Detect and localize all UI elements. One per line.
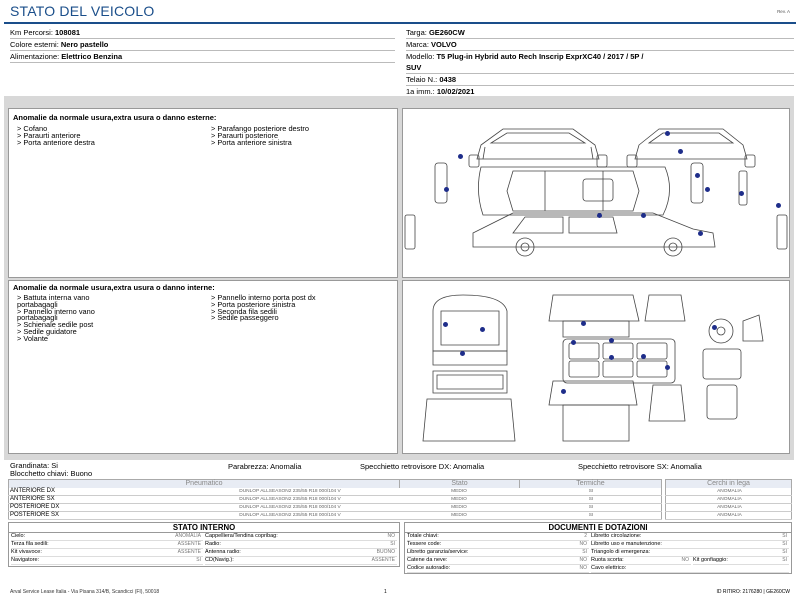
interior-item-value: SI [196, 557, 201, 563]
interior-item [205, 557, 397, 565]
brand-row [406, 39, 794, 50]
tyre-header: Pneumatico [9, 480, 399, 488]
revision-label: Rev. A [777, 9, 790, 14]
chassis-value: 0438 [439, 75, 457, 84]
document-item-label: Libretto garanzia/service: [407, 549, 469, 555]
divider [10, 62, 395, 63]
document-item [407, 565, 589, 573]
list-item: portabagagli [17, 313, 58, 323]
document-item-value: NO [579, 565, 587, 571]
plate-value: GE260CW [428, 28, 465, 37]
tyre-description: DUNLOP ALLSEASON2 235/55 R18 000/104 V [180, 512, 398, 520]
damage-marker [458, 154, 463, 159]
external-damage-title: Anomalie da normale usura,extra usura o danno esterne: [13, 113, 217, 122]
interior-item-label: Antenna radio: [205, 549, 241, 555]
tyre-winter: SI [518, 504, 662, 512]
document-item-label: Totale chiavi: [407, 533, 439, 539]
external-damage-list-1 [17, 126, 95, 146]
interior-item-label: Cappelliera/Tendina copribag: [205, 533, 278, 539]
interior-item-label: Terza fila sedili: [11, 541, 49, 547]
document-item-value: SI [782, 549, 787, 555]
list-item: > Porta posteriore sinistra [211, 299, 296, 309]
interior-item-value: ASSENTE [177, 541, 201, 547]
interior-item-label: Radio: [205, 541, 221, 547]
damage-marker [712, 325, 717, 330]
model-label: Modello: [406, 52, 437, 61]
list-item: > Sedile passeggero [211, 313, 279, 323]
interior-item [205, 549, 397, 557]
tyre-position: POSTERIORE DX [8, 504, 180, 512]
km-label: Km Percorsi: [10, 28, 56, 37]
document-item [407, 541, 589, 549]
damage-marker [695, 173, 700, 178]
external-damage-diagram [402, 108, 790, 278]
damage-marker [444, 187, 449, 192]
damage-marker [480, 327, 485, 332]
document-item-label: Codice autoradio: [407, 565, 451, 571]
title-divider [4, 22, 796, 24]
interior-item [11, 549, 203, 557]
damage-marker [705, 187, 710, 192]
km-value: 108081 [55, 28, 81, 37]
tyre-position: ANTERIORE DX [8, 488, 180, 496]
fuel-value: Elettrico Benzina [61, 52, 123, 61]
document-item [407, 533, 589, 541]
vehicle-info-left [10, 27, 395, 63]
documents-rows [405, 533, 791, 573]
list-item: > Sedile guidatore [17, 326, 77, 336]
interior-item-value: ASSENTE [177, 549, 201, 555]
interior-item-label: Navigatore: [11, 557, 40, 563]
list-item: > Cofano [17, 124, 48, 133]
damage-marker [609, 338, 614, 343]
document-item [693, 557, 789, 565]
list-item: > Volante [17, 333, 49, 343]
brand-label: Marca: [406, 40, 432, 49]
tyre-state: MEDIO [398, 512, 518, 520]
mirror-left-status: Specchietto retrovisore SX: Anomalia [578, 462, 702, 471]
damage-marker [641, 213, 646, 218]
list-item: > Paraurti posteriore [211, 130, 279, 140]
tyre-description: DUNLOP ALLSEASON2 235/55 R18 000/104 V [180, 496, 398, 504]
mirror-right-status: Specchietto retrovisore DX: Anomalia [360, 462, 485, 471]
document-item-value: SI [782, 557, 787, 563]
damage-marker [561, 389, 566, 394]
plate-label: Targa: [406, 28, 429, 37]
document-item [591, 557, 691, 565]
document-item [591, 549, 789, 557]
rim-state: ANOMALIA [665, 504, 792, 512]
external-damage-box [8, 108, 398, 278]
tyre-description: DUNLOP ALLSEASON2 235/55 R18 000/104 V [180, 488, 398, 496]
document-item-label: Tessere code: [407, 541, 442, 547]
document-item [407, 557, 589, 565]
document-item-label: Kit gonfiaggio: [693, 557, 728, 563]
winter-header: Termiche [519, 480, 661, 488]
documents-title: DOCUMENTI E DOTAZIONI [405, 523, 791, 533]
internal-damage-list-1 [17, 295, 95, 343]
color-row [10, 39, 395, 50]
key-block-status: Blocchetto chiavi: Buono [10, 469, 93, 478]
interior-item [11, 533, 203, 541]
status-left [10, 462, 92, 478]
brand-value: VOLVO [431, 40, 457, 49]
page-number: 1 [384, 589, 387, 595]
internal-damage-diagram [402, 280, 790, 454]
interior-item-value: NO [387, 533, 395, 539]
damage-marker [739, 191, 744, 196]
document-item-label: Cavo elettrico: [591, 565, 627, 571]
plate-row [406, 27, 794, 38]
car-interior-drawing [403, 281, 791, 455]
tyre-position: POSTERIORE SX [8, 512, 180, 520]
color-label: Colore esterni: [10, 40, 61, 49]
document-item [591, 533, 789, 541]
list-item: > Pannello interno porta post dx [211, 293, 316, 302]
fuel-label: Alimentazione: [10, 52, 62, 61]
tyre-position: ANTERIORE SX [8, 496, 180, 504]
interior-item-label: Cielo: [11, 533, 26, 539]
damage-marker [641, 354, 646, 359]
document-item-label: Catene da neve: [407, 557, 448, 563]
tyre-state: MEDIO [398, 488, 518, 496]
document-item-value: NO [579, 557, 587, 563]
interior-item-label: Kit vivavoce: [11, 549, 42, 555]
document-item [591, 541, 789, 549]
interior-item [205, 541, 397, 549]
interior-item [11, 557, 203, 565]
interior-item-value: ASSENTE [371, 557, 395, 563]
interior-item-value: ANOMALIA [175, 533, 201, 539]
document-item-label: Ruota scorta: [591, 557, 624, 563]
damage-marker [665, 365, 670, 370]
interior-item [205, 533, 397, 541]
internal-damage-title: Anomalie da normale usura,extra usura o danno interne: [13, 283, 215, 292]
interior-item-value: SI [390, 541, 395, 547]
rim-state: ANOMALIA [665, 488, 792, 496]
vehicle-info-right [406, 27, 794, 97]
damage-marker [678, 149, 683, 154]
page-title: STATO DEL VEICOLO [10, 3, 155, 19]
list-item: portabagagli [17, 299, 58, 309]
list-item: > Porta anteriore destra [17, 137, 95, 147]
external-damage-list-2 [211, 126, 309, 146]
km-row [10, 27, 395, 38]
damage-marker [776, 203, 781, 208]
document-item-value: 2 [584, 533, 587, 539]
list-item: > Paraurti anteriore [17, 130, 81, 140]
damage-marker [597, 213, 602, 218]
document-item-value: SI [782, 541, 787, 547]
document-item-value: SI [582, 549, 587, 555]
damage-marker [609, 355, 614, 360]
interior-item-label: CD(Navig.): [205, 557, 234, 563]
documents-panel [404, 522, 792, 574]
tyre-rows [8, 488, 792, 520]
registration-label: 1a imm.: [406, 87, 437, 96]
list-item: > Porta anteriore sinistra [211, 137, 292, 147]
model-row-2 [406, 62, 794, 73]
chassis-label: Telaio N.: [406, 75, 440, 84]
footer-company: Arval Service Lease Italia - Via Pisana 314/B, Scandicci (FI), 50018 [10, 589, 160, 595]
document-item-label: Triangolo di emergenza: [591, 549, 651, 555]
interior-status-rows [9, 533, 399, 566]
car-exterior-drawing [403, 109, 791, 279]
hail-status: Grandinata: Si [10, 461, 58, 470]
list-item: > Pannello interno vano [17, 306, 95, 316]
document-item-value: NO [579, 541, 587, 547]
rims-header: Cerchi in lega [666, 480, 791, 488]
list-item: > Seconda fila sedili [211, 306, 277, 316]
tyre-winter: SI [518, 496, 662, 504]
document-item [591, 565, 789, 573]
color-value: Nero pastello [60, 40, 109, 49]
model-value-2: SUV [406, 63, 422, 72]
chassis-row [406, 74, 794, 85]
list-item: > Schienale sedile post [17, 320, 94, 330]
fuel-row [10, 51, 395, 62]
document-item [407, 549, 589, 557]
interior-status-title: STATO INTERNO [9, 523, 399, 533]
windshield-status: Parabrezza: Anomalia [228, 462, 302, 471]
damage-marker [443, 322, 448, 327]
interior-status-panel [8, 522, 400, 567]
rim-state: ANOMALIA [665, 512, 792, 520]
tyre-winter: SI [518, 512, 662, 520]
tyre-description: DUNLOP ALLSEASON2 235/55 R18 000/104 V [180, 504, 398, 512]
internal-damage-box [8, 280, 398, 454]
model-row [406, 51, 794, 62]
interior-item [11, 541, 203, 549]
document-item-label: Libretto uso e manutenzione: [591, 541, 662, 547]
registration-value: 10/02/2021 [436, 87, 475, 96]
rim-state: ANOMALIA [665, 496, 792, 504]
tyre-state: MEDIO [398, 496, 518, 504]
list-item: > Battuta interna vano [17, 293, 90, 302]
internal-damage-list-2 [211, 295, 316, 322]
document-item-label: Libretto circolazione: [591, 533, 642, 539]
document-item-value: SI [782, 533, 787, 539]
footer-id: ID RITIRO: 2176280 | GE260CW [716, 589, 790, 595]
damage-marker [698, 231, 703, 236]
damage-marker [571, 340, 576, 345]
document-item-value: NO [681, 557, 689, 563]
model-value: T5 Plug-in Hybrid auto Rech Inscrip ExprXC40 / 2017 / 5P / [436, 52, 644, 61]
state-header: Stato [399, 480, 519, 488]
interior-item-value: BUONO [376, 549, 395, 555]
list-item: > Parafango posteriore destro [211, 124, 309, 133]
tyre-winter: SI [518, 488, 662, 496]
damage-marker [460, 351, 465, 356]
tyre-state: MEDIO [398, 504, 518, 512]
damage-marker [581, 321, 586, 326]
damage-marker [665, 131, 670, 136]
